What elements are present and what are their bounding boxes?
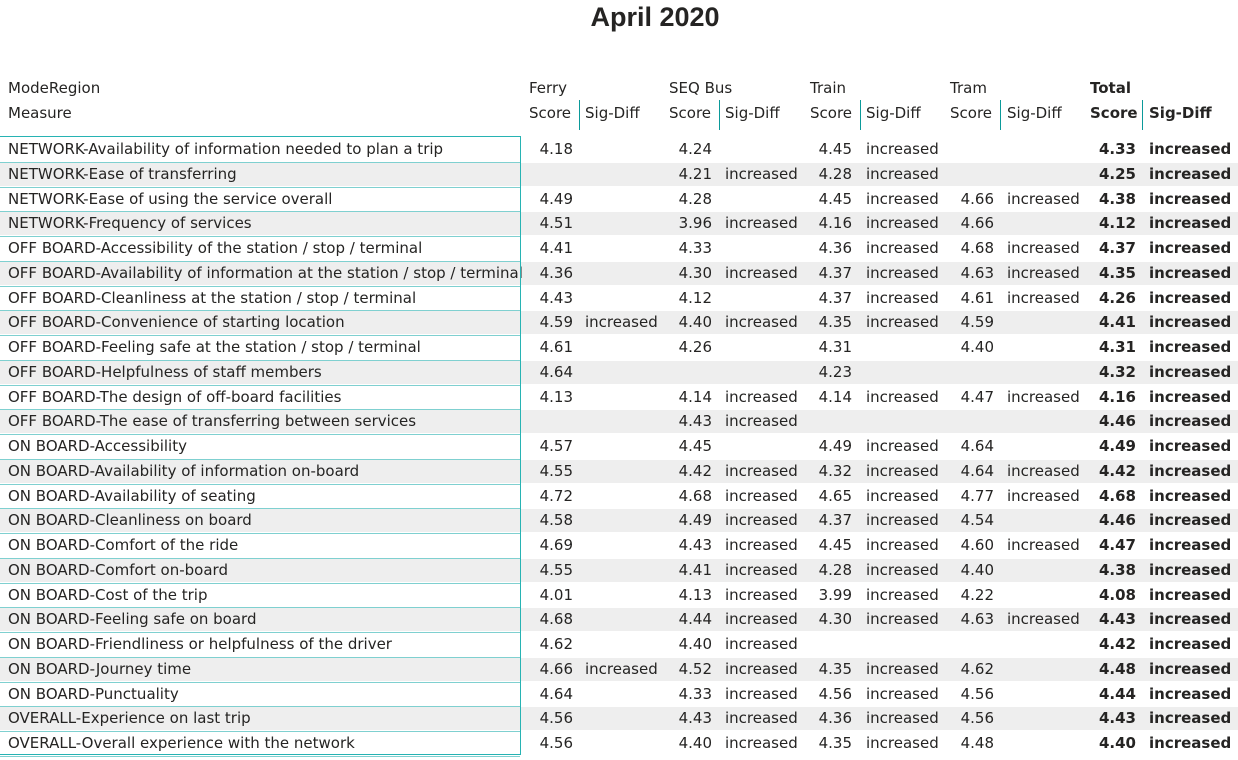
bus-score-cell[interactable]: 4.42 <box>678 461 712 480</box>
train-score-cell[interactable]: 4.45 <box>818 140 852 158</box>
table-row[interactable] <box>0 434 1238 459</box>
bus-score-cell[interactable]: 4.26 <box>678 338 712 356</box>
table-row[interactable] <box>0 583 1238 608</box>
table-row[interactable] <box>0 286 1238 311</box>
train-score-cell[interactable]: 4.56 <box>818 684 852 703</box>
total-score-cell[interactable]: 4.32 <box>1098 362 1136 381</box>
measure-cell[interactable]: OVERALL-Overall experience with the network <box>8 734 355 752</box>
ferry-score-cell[interactable]: 4.56 <box>539 709 573 728</box>
header-tram-sigdiff[interactable]: Sig-Diff <box>1007 104 1062 122</box>
tram-score-cell[interactable]: 4.59 <box>960 313 994 332</box>
measure-cell[interactable]: OFF BOARD-Feeling safe at the station / stop / terminal <box>8 338 421 356</box>
bus-score-cell[interactable]: 4.40 <box>678 313 712 332</box>
bus-sigdiff-cell[interactable]: increased <box>725 585 798 604</box>
total-score-cell[interactable]: 4.41 <box>1098 313 1136 332</box>
total-sigdiff-cell[interactable]: increased <box>1149 313 1232 332</box>
total-sigdiff-cell[interactable]: increased <box>1149 214 1232 233</box>
measure-cell[interactable]: OFF BOARD-Helpfulness of staff members <box>8 362 322 381</box>
tram-sigdiff-cell[interactable]: increased <box>1007 610 1080 629</box>
bus-sigdiff-cell[interactable]: increased <box>725 313 798 332</box>
header-total-score[interactable]: Score <box>1090 104 1138 122</box>
train-sigdiff-cell[interactable]: increased <box>866 387 939 406</box>
total-score-cell[interactable]: 4.42 <box>1098 461 1136 480</box>
measure-cell[interactable]: OFF BOARD-The design of off-board facilities <box>8 387 342 406</box>
bus-score-cell[interactable]: 4.45 <box>678 437 712 455</box>
bus-sigdiff-cell[interactable]: increased <box>725 734 798 752</box>
train-sigdiff-cell[interactable]: increased <box>866 164 939 183</box>
train-sigdiff-cell[interactable]: increased <box>866 486 939 505</box>
bus-sigdiff-cell[interactable]: increased <box>725 610 798 629</box>
table-row[interactable] <box>0 211 1238 236</box>
train-sigdiff-cell[interactable]: increased <box>866 659 939 678</box>
measure-cell[interactable]: NETWORK-Frequency of services <box>8 214 252 233</box>
bus-sigdiff-cell[interactable]: increased <box>725 536 798 554</box>
report-title: April 2020 <box>590 2 720 32</box>
column-separator[interactable] <box>1142 100 1143 130</box>
train-sigdiff-cell[interactable]: increased <box>866 536 939 554</box>
table-row[interactable] <box>0 360 1238 385</box>
tram-score-cell[interactable]: 4.54 <box>960 511 994 530</box>
bus-score-cell[interactable]: 3.96 <box>678 214 712 233</box>
header-mode-region-label[interactable]: ModeRegion <box>8 79 101 97</box>
bus-score-cell[interactable]: 4.12 <box>678 288 712 307</box>
bus-score-cell[interactable]: 4.40 <box>678 734 712 752</box>
column-separator[interactable] <box>719 100 720 130</box>
total-sigdiff-cell[interactable]: increased <box>1149 437 1232 455</box>
bus-score-cell[interactable]: 4.24 <box>678 140 712 158</box>
total-score-cell[interactable]: 4.08 <box>1098 585 1136 604</box>
train-score-cell[interactable]: 4.35 <box>818 734 852 752</box>
total-sigdiff-cell[interactable]: increased <box>1149 536 1232 554</box>
tram-score-cell[interactable]: 4.68 <box>960 239 994 257</box>
bus-score-cell[interactable]: 4.68 <box>678 486 712 505</box>
total-score-cell[interactable]: 4.46 <box>1098 511 1136 530</box>
total-sigdiff-cell[interactable]: increased <box>1149 486 1232 505</box>
measure-cell[interactable]: ON BOARD-Cleanliness on board <box>8 511 252 530</box>
train-sigdiff-cell[interactable]: increased <box>866 734 939 752</box>
train-score-cell[interactable]: 4.45 <box>818 189 852 208</box>
header-group-ferry[interactable]: Ferry <box>529 79 567 97</box>
train-sigdiff-cell[interactable]: increased <box>866 560 939 579</box>
total-sigdiff-cell[interactable]: increased <box>1149 387 1232 406</box>
train-score-cell[interactable]: 4.45 <box>818 536 852 554</box>
train-sigdiff-cell[interactable]: increased <box>866 437 939 455</box>
measure-cell[interactable]: ON BOARD-Comfort on-board <box>8 560 228 579</box>
ferry-score-cell[interactable]: 4.68 <box>539 610 573 629</box>
header-train-sigdiff[interactable]: Sig-Diff <box>866 104 921 122</box>
tram-score-cell[interactable]: 4.63 <box>960 263 994 282</box>
measure-cell[interactable]: ON BOARD-Journey time <box>8 659 192 678</box>
tram-sigdiff-cell[interactable]: increased <box>1007 387 1080 406</box>
ferry-score-cell[interactable]: 4.56 <box>539 734 573 752</box>
bus-score-cell[interactable]: 4.43 <box>678 709 712 728</box>
measure-cell[interactable]: ON BOARD-Availability of seating <box>8 486 256 505</box>
header-ferry-sigdiff[interactable]: Sig-Diff <box>585 104 640 122</box>
ferry-score-cell[interactable]: 4.69 <box>539 536 573 554</box>
tram-sigdiff-cell[interactable]: increased <box>1007 263 1080 282</box>
tram-score-cell[interactable]: 4.66 <box>960 189 994 208</box>
total-sigdiff-cell[interactable]: increased <box>1149 585 1232 604</box>
table-row[interactable] <box>0 137 1238 162</box>
table-row[interactable] <box>0 236 1238 261</box>
bus-sigdiff-cell[interactable]: increased <box>725 214 798 233</box>
train-sigdiff-cell[interactable]: increased <box>866 709 939 728</box>
bus-score-cell[interactable]: 4.28 <box>678 189 712 208</box>
table-row[interactable] <box>0 558 1238 583</box>
table-row[interactable] <box>0 409 1238 434</box>
measure-cell[interactable]: ON BOARD-Punctuality <box>8 684 179 703</box>
total-sigdiff-cell[interactable]: increased <box>1149 140 1232 158</box>
column-separator[interactable] <box>579 100 580 130</box>
bus-sigdiff-cell[interactable]: increased <box>725 511 798 530</box>
ferry-sigdiff-cell[interactable]: increased <box>585 659 658 678</box>
total-score-cell[interactable]: 4.44 <box>1098 684 1136 703</box>
ferry-score-cell[interactable]: 4.64 <box>539 362 573 381</box>
train-sigdiff-cell[interactable]: increased <box>866 263 939 282</box>
header-bus-score[interactable]: Score <box>669 104 712 122</box>
bus-score-cell[interactable]: 4.13 <box>678 585 712 604</box>
tram-score-cell[interactable]: 4.40 <box>960 560 994 579</box>
tram-score-cell[interactable]: 4.48 <box>960 734 994 752</box>
bus-score-cell[interactable]: 4.33 <box>678 684 712 703</box>
total-sigdiff-cell[interactable]: increased <box>1149 610 1232 629</box>
total-sigdiff-cell[interactable]: increased <box>1149 338 1232 356</box>
total-sigdiff-cell[interactable]: increased <box>1149 239 1232 257</box>
train-sigdiff-cell[interactable]: increased <box>866 610 939 629</box>
table-row[interactable] <box>0 187 1238 212</box>
tram-score-cell[interactable]: 4.47 <box>960 387 994 406</box>
header-group-seq-bus[interactable]: SEQ Bus <box>669 79 733 97</box>
bus-sigdiff-cell[interactable]: increased <box>725 412 798 431</box>
bus-sigdiff-cell[interactable]: increased <box>725 263 798 282</box>
total-sigdiff-cell[interactable]: increased <box>1149 461 1232 480</box>
table-row[interactable] <box>0 459 1238 484</box>
total-score-cell[interactable]: 4.35 <box>1098 263 1136 282</box>
header-total-sigdiff[interactable]: Sig-Diff <box>1149 104 1212 122</box>
tram-score-cell[interactable]: 4.64 <box>960 461 994 480</box>
total-score-cell[interactable]: 4.33 <box>1098 140 1136 158</box>
train-score-cell[interactable]: 4.35 <box>818 659 852 678</box>
ferry-score-cell[interactable]: 4.64 <box>539 684 573 703</box>
ferry-score-cell[interactable]: 4.59 <box>539 313 573 332</box>
table-row[interactable] <box>0 335 1238 360</box>
tram-score-cell[interactable]: 4.66 <box>960 214 994 233</box>
ferry-score-cell[interactable]: 4.61 <box>539 338 573 356</box>
bus-score-cell[interactable]: 4.52 <box>678 659 712 678</box>
ferry-score-cell[interactable]: 4.58 <box>539 511 573 530</box>
measure-cell[interactable]: ON BOARD-Friendliness or helpfulness of the driver <box>8 635 392 653</box>
bus-score-cell[interactable]: 4.40 <box>678 635 712 653</box>
table-row[interactable] <box>0 385 1238 410</box>
measure-cell[interactable]: OFF BOARD-Convenience of starting location <box>8 313 345 332</box>
train-score-cell[interactable]: 4.35 <box>818 313 852 332</box>
bus-sigdiff-cell[interactable]: increased <box>725 709 798 728</box>
train-sigdiff-cell[interactable]: increased <box>866 313 939 332</box>
tram-score-cell[interactable]: 4.60 <box>960 536 994 554</box>
total-score-cell[interactable]: 4.46 <box>1098 412 1136 431</box>
tram-sigdiff-cell[interactable]: increased <box>1007 239 1080 257</box>
total-sigdiff-cell[interactable]: increased <box>1149 560 1232 579</box>
ferry-score-cell[interactable]: 4.43 <box>539 288 573 307</box>
train-sigdiff-cell[interactable]: increased <box>866 239 939 257</box>
bus-score-cell[interactable]: 4.33 <box>678 239 712 257</box>
table-row[interactable] <box>0 508 1238 533</box>
ferry-score-cell[interactable]: 4.66 <box>539 659 573 678</box>
bus-sigdiff-cell[interactable]: increased <box>725 560 798 579</box>
ferry-score-cell[interactable]: 4.18 <box>539 140 573 158</box>
table-row[interactable] <box>0 632 1238 657</box>
total-score-cell[interactable]: 4.49 <box>1098 437 1136 455</box>
ferry-score-cell[interactable]: 4.55 <box>539 560 573 579</box>
total-score-cell[interactable]: 4.68 <box>1098 486 1136 505</box>
table-row[interactable] <box>0 706 1238 731</box>
train-score-cell[interactable]: 4.49 <box>818 437 852 455</box>
total-score-cell[interactable]: 4.37 <box>1098 239 1136 257</box>
bus-score-cell[interactable]: 4.44 <box>678 610 712 629</box>
bus-sigdiff-cell[interactable]: increased <box>725 387 798 406</box>
bus-score-cell[interactable]: 4.14 <box>678 387 712 406</box>
train-sigdiff-cell[interactable]: increased <box>866 214 939 233</box>
ferry-sigdiff-cell[interactable]: increased <box>585 313 658 332</box>
row-divider <box>0 756 520 757</box>
header-tram-score[interactable]: Score <box>950 104 993 122</box>
ferry-score-cell[interactable]: 4.62 <box>539 635 573 653</box>
tram-sigdiff-cell[interactable]: increased <box>1007 288 1080 307</box>
total-score-cell[interactable]: 4.38 <box>1098 189 1136 208</box>
measure-cell[interactable]: NETWORK-Availability of information needed to plan a trip <box>8 140 444 158</box>
total-score-cell[interactable]: 4.26 <box>1098 288 1136 307</box>
table-row[interactable] <box>0 162 1238 187</box>
train-sigdiff-cell[interactable]: increased <box>866 189 939 208</box>
tram-score-cell[interactable]: 4.62 <box>960 659 994 678</box>
total-sigdiff-cell[interactable]: increased <box>1149 263 1232 282</box>
total-score-cell[interactable]: 4.16 <box>1098 387 1136 406</box>
table-row[interactable] <box>0 310 1238 335</box>
bus-sigdiff-cell[interactable]: increased <box>725 486 798 505</box>
tram-score-cell[interactable]: 4.56 <box>960 709 994 728</box>
total-score-cell[interactable]: 4.40 <box>1098 734 1136 752</box>
total-score-cell[interactable]: 4.38 <box>1098 560 1136 579</box>
header-measure-label[interactable]: Measure <box>8 104 72 122</box>
table-row[interactable] <box>0 607 1238 632</box>
bus-score-cell[interactable]: 4.21 <box>678 164 712 183</box>
train-score-cell[interactable]: 4.16 <box>818 214 852 233</box>
total-score-cell[interactable]: 4.47 <box>1098 536 1136 554</box>
train-sigdiff-cell[interactable]: increased <box>866 461 939 480</box>
total-sigdiff-cell[interactable]: increased <box>1149 709 1232 728</box>
train-score-cell[interactable]: 4.30 <box>818 610 852 629</box>
header-ferry-score[interactable]: Score <box>529 104 572 122</box>
bus-score-cell[interactable]: 4.49 <box>678 511 712 530</box>
ferry-score-cell[interactable]: 4.55 <box>539 461 573 480</box>
table-row[interactable] <box>0 261 1238 286</box>
tram-score-cell[interactable]: 4.63 <box>960 610 994 629</box>
tram-score-cell[interactable]: 4.22 <box>960 585 994 604</box>
total-sigdiff-cell[interactable]: increased <box>1149 164 1232 183</box>
measure-cell[interactable]: ON BOARD-Feeling safe on board <box>8 610 257 629</box>
train-score-cell[interactable]: 4.28 <box>818 164 852 183</box>
table-row[interactable] <box>0 657 1238 682</box>
total-sigdiff-cell[interactable]: increased <box>1149 684 1232 703</box>
train-score-cell[interactable]: 4.65 <box>818 486 852 505</box>
train-score-cell[interactable]: 4.37 <box>818 288 852 307</box>
bus-score-cell[interactable]: 4.43 <box>678 412 712 431</box>
column-separator[interactable] <box>860 100 861 130</box>
train-score-cell[interactable]: 4.23 <box>818 362 852 381</box>
table-row[interactable] <box>0 484 1238 509</box>
tram-sigdiff-cell[interactable]: increased <box>1007 189 1080 208</box>
train-sigdiff-cell[interactable]: increased <box>866 288 939 307</box>
measure-cell[interactable]: ON BOARD-Cost of the trip <box>8 585 208 604</box>
ferry-score-cell[interactable]: 4.13 <box>539 387 573 406</box>
measure-cell[interactable]: OFF BOARD-The ease of transferring between services <box>8 412 417 431</box>
measure-cell[interactable]: NETWORK-Ease of using the service overall <box>8 189 333 208</box>
train-score-cell[interactable]: 4.37 <box>818 511 852 530</box>
measure-cell[interactable]: OFF BOARD-Accessibility of the station / stop / terminal <box>8 239 423 257</box>
table-row[interactable] <box>0 731 1238 756</box>
total-sigdiff-cell[interactable]: increased <box>1149 734 1232 752</box>
ferry-score-cell[interactable]: 4.49 <box>539 189 573 208</box>
ferry-score-cell[interactable]: 4.57 <box>539 437 573 455</box>
train-score-cell[interactable]: 4.31 <box>818 338 852 356</box>
total-score-cell[interactable]: 4.25 <box>1098 164 1136 183</box>
train-sigdiff-cell[interactable]: increased <box>866 585 939 604</box>
tram-score-cell[interactable]: 4.64 <box>960 437 994 455</box>
header-train-score[interactable]: Score <box>810 104 853 122</box>
tram-score-cell[interactable]: 4.56 <box>960 684 994 703</box>
total-score-cell[interactable]: 4.31 <box>1098 338 1136 356</box>
total-score-cell[interactable]: 4.43 <box>1098 709 1136 728</box>
total-sigdiff-cell[interactable]: increased <box>1149 362 1232 381</box>
tram-score-cell[interactable]: 4.77 <box>960 486 994 505</box>
train-sigdiff-cell[interactable]: increased <box>866 140 939 158</box>
train-score-cell[interactable]: 4.36 <box>818 709 852 728</box>
bus-sigdiff-cell[interactable]: increased <box>725 164 798 183</box>
column-separator[interactable] <box>1000 100 1001 130</box>
total-score-cell[interactable]: 4.42 <box>1098 635 1136 653</box>
bus-score-cell[interactable]: 4.43 <box>678 536 712 554</box>
measure-cell[interactable]: NETWORK-Ease of transferring <box>8 164 237 183</box>
train-score-cell[interactable]: 4.14 <box>818 387 852 406</box>
header-group-train[interactable]: Train <box>810 79 846 97</box>
header-bus-sigdiff[interactable]: Sig-Diff <box>725 104 780 122</box>
measure-cell[interactable]: OFF BOARD-Availability of information at the station / stop / terminal <box>8 263 523 282</box>
train-score-cell[interactable]: 3.99 <box>818 585 852 604</box>
total-sigdiff-cell[interactable]: increased <box>1149 635 1232 653</box>
total-sigdiff-cell[interactable]: increased <box>1149 511 1232 530</box>
measure-cell[interactable]: OVERALL-Experience on last trip <box>8 709 251 728</box>
total-sigdiff-cell[interactable]: increased <box>1149 659 1232 678</box>
ferry-score-cell[interactable]: 4.41 <box>539 239 573 257</box>
train-score-cell[interactable]: 4.28 <box>818 560 852 579</box>
tram-sigdiff-cell[interactable]: increased <box>1007 461 1080 480</box>
total-score-cell[interactable]: 4.48 <box>1098 659 1136 678</box>
total-score-cell[interactable]: 4.43 <box>1098 610 1136 629</box>
bus-sigdiff-cell[interactable]: increased <box>725 461 798 480</box>
bus-sigdiff-cell[interactable]: increased <box>725 635 798 653</box>
train-score-cell[interactable]: 4.37 <box>818 263 852 282</box>
header-group-tram[interactable]: Tram <box>950 79 987 97</box>
measure-cell[interactable]: OFF BOARD-Cleanliness at the station / stop / terminal <box>8 288 417 307</box>
bus-sigdiff-cell[interactable]: increased <box>725 659 798 678</box>
total-score-cell[interactable]: 4.12 <box>1098 214 1136 233</box>
total-sigdiff-cell[interactable]: increased <box>1149 189 1232 208</box>
header-group-total[interactable]: Total <box>1090 79 1131 97</box>
total-sigdiff-cell[interactable]: increased <box>1149 288 1232 307</box>
tram-sigdiff-cell[interactable]: increased <box>1007 536 1080 554</box>
train-score-cell[interactable]: 4.32 <box>818 461 852 480</box>
table-row[interactable] <box>0 682 1238 707</box>
bus-score-cell[interactable]: 4.30 <box>678 263 712 282</box>
tram-sigdiff-cell[interactable]: increased <box>1007 486 1080 505</box>
bus-sigdiff-cell[interactable]: increased <box>725 684 798 703</box>
ferry-score-cell[interactable]: 4.51 <box>539 214 573 233</box>
ferry-score-cell[interactable]: 4.01 <box>539 585 573 604</box>
train-sigdiff-cell[interactable]: increased <box>866 684 939 703</box>
ferry-score-cell[interactable]: 4.72 <box>539 486 573 505</box>
ferry-score-cell[interactable]: 4.36 <box>539 263 573 282</box>
total-sigdiff-cell[interactable]: increased <box>1149 412 1232 431</box>
tram-score-cell[interactable]: 4.40 <box>960 338 994 356</box>
measure-cell[interactable]: ON BOARD-Comfort of the ride <box>8 536 239 554</box>
measure-cell[interactable]: ON BOARD-Availability of information on-board <box>8 461 360 480</box>
measure-cell[interactable]: ON BOARD-Accessibility <box>8 437 187 455</box>
train-score-cell[interactable]: 4.36 <box>818 239 852 257</box>
bus-score-cell[interactable]: 4.41 <box>678 560 712 579</box>
train-sigdiff-cell[interactable]: increased <box>866 511 939 530</box>
tram-score-cell[interactable]: 4.61 <box>960 288 994 307</box>
table-row[interactable] <box>0 533 1238 558</box>
